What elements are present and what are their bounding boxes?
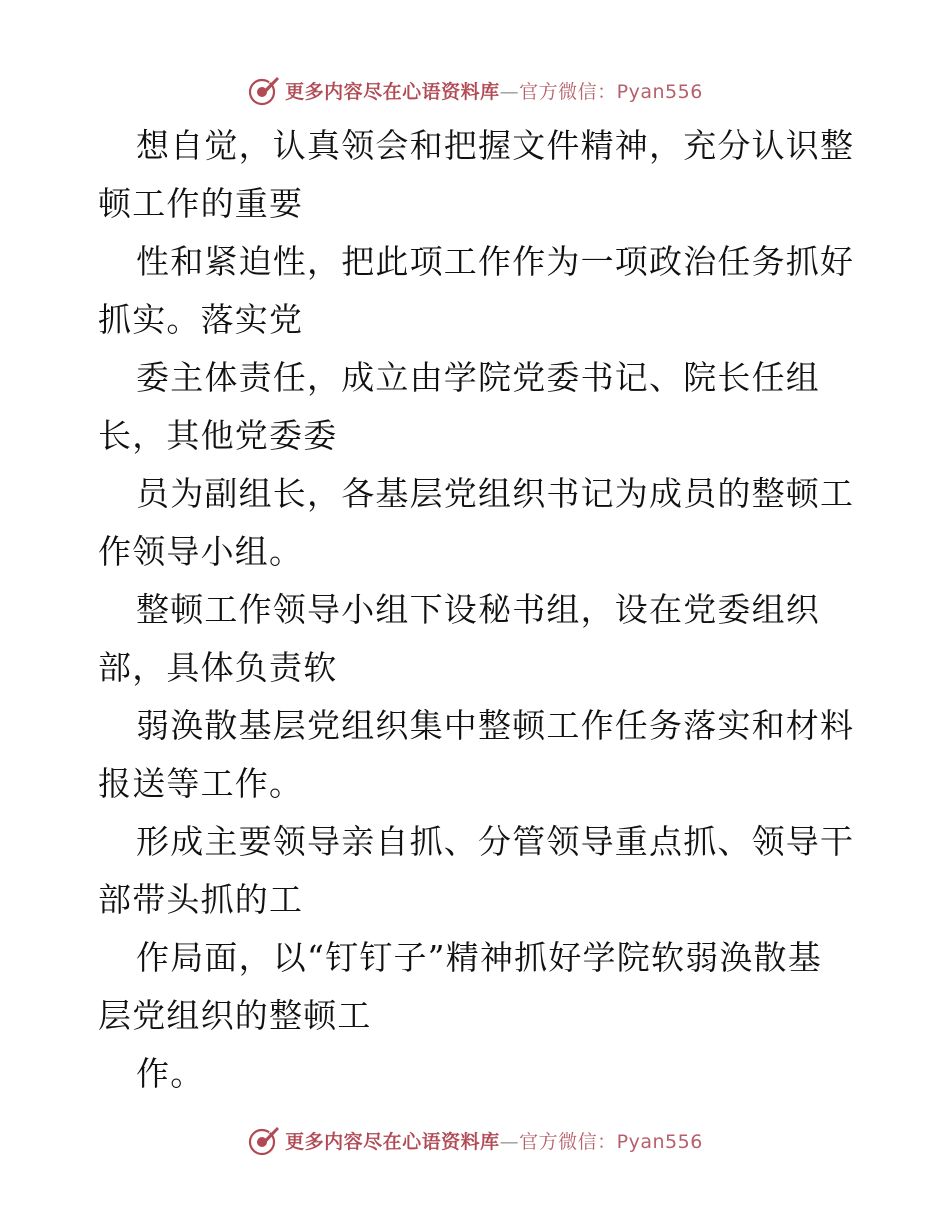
paragraph-line: 顿工作的重要 [98, 184, 304, 223]
paragraph-line: 抓实。落实党 [98, 300, 304, 339]
paragraph-line: 弱涣散基层党组织集中整顿工作任务落实和材料 [136, 706, 855, 745]
quill-circle-icon [247, 73, 281, 107]
paragraph-line: 性和紧迫性，把此项工作作为一项政治任务抓好 [136, 242, 855, 281]
paragraph-line: 长，其他党委委 [98, 416, 338, 455]
footer-brand: 更多内容尽在心语资料库 [285, 1130, 500, 1153]
header-contact: 官方微信：Pyan556 [519, 80, 703, 103]
paragraph-line: 层党组织的整顿工 [98, 996, 372, 1035]
footer-dash: — [499, 1130, 520, 1153]
header-dash: — [499, 80, 520, 103]
paragraph-line: 报送等工作。 [98, 764, 304, 803]
document-body [98, 117, 858, 1103]
paragraph-line: 作。 [136, 1054, 205, 1093]
paragraph-line: 想自觉，认真领会和把握文件精神，充分认识整 [136, 126, 855, 165]
paragraph-line: 部带头抓的工 [98, 880, 304, 919]
paragraph-line: 作局面，以“钉钉子”精神抓好学院软弱涣散基 [136, 938, 822, 977]
paragraph-line: 部，具体负责软 [98, 648, 338, 687]
header-brand: 更多内容尽在心语资料库 [285, 80, 500, 103]
footer-banner [0, 1120, 950, 1160]
header-banner [0, 70, 950, 110]
footer-contact: 官方微信：Pyan556 [519, 1130, 703, 1153]
paragraph-line: 作领导小组。 [98, 532, 304, 571]
quill-circle-icon [247, 1123, 281, 1157]
paragraph-line: 形成主要领导亲自抓、分管领导重点抓、领导干 [136, 822, 855, 861]
paragraph-line: 委主体责任，成立由学院党委书记、院长任组 [136, 358, 820, 397]
paragraph-line: 整顿工作领导小组下设秘书组，设在党委组织 [136, 590, 820, 629]
paragraph-line: 员为副组长，各基层党组织书记为成员的整顿工 [136, 474, 855, 513]
